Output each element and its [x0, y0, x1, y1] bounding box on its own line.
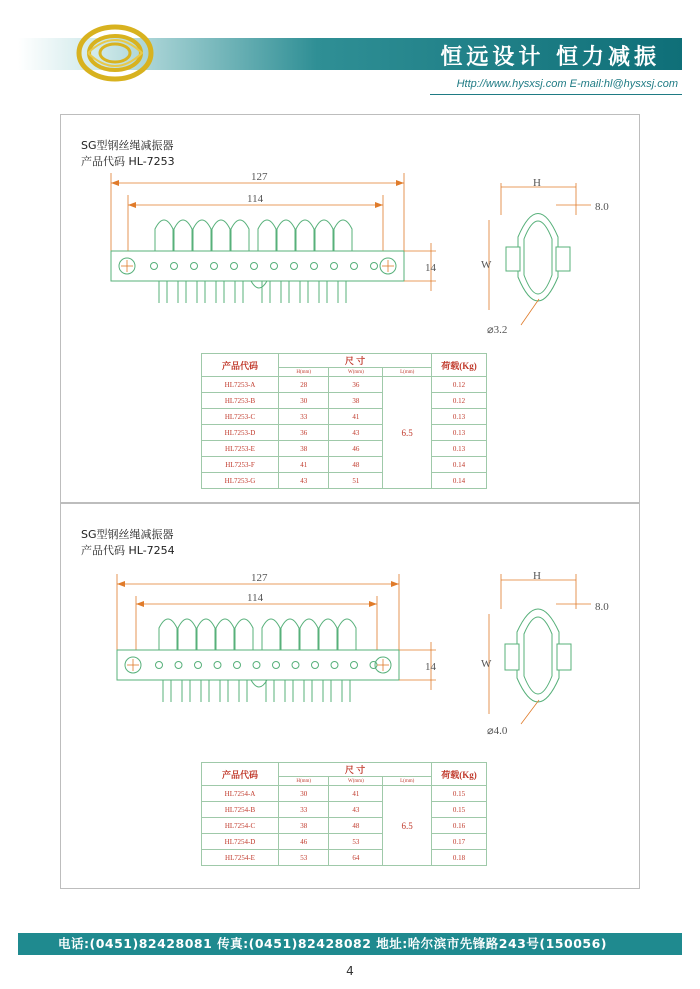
cell-code: HL7254-E	[202, 850, 279, 866]
dim-W: W	[481, 658, 492, 670]
wire-coil	[235, 619, 253, 650]
th-h: H(mm)	[279, 368, 329, 377]
cell-w: 38	[329, 393, 383, 409]
table-row	[202, 786, 487, 802]
cell-load: 0.12	[432, 393, 487, 409]
company-logo	[76, 22, 154, 84]
wire-coil	[216, 619, 234, 650]
wire-coil	[281, 619, 299, 650]
table-row	[202, 409, 487, 425]
cell-w: 36	[329, 377, 383, 393]
table-row	[202, 802, 487, 818]
cell-l: 6.5	[383, 786, 432, 866]
product-title: SG型钢丝绳减振器	[81, 139, 174, 152]
cell-w: 41	[329, 409, 383, 425]
cell-load: 0.14	[432, 457, 487, 473]
cell-h: 30	[279, 786, 329, 802]
cell-w: 48	[329, 457, 383, 473]
cell-h: 41	[279, 457, 329, 473]
product-panel-2	[60, 503, 640, 889]
cell-h: 28	[279, 377, 329, 393]
cell-w: 43	[329, 802, 383, 818]
side-view	[481, 177, 609, 336]
cell-load: 0.17	[432, 834, 487, 850]
dim-W: W	[481, 259, 492, 271]
table-row	[202, 441, 487, 457]
page-number: 4	[346, 964, 354, 978]
front-view	[117, 572, 437, 702]
th-code: 产品代码	[202, 354, 279, 377]
cell-w: 46	[329, 441, 383, 457]
dim-length-127: 127	[251, 572, 268, 584]
th-size: 尺 寸	[279, 354, 432, 368]
cell-w: 64	[329, 850, 383, 866]
cell-load: 0.16	[432, 818, 487, 834]
th-l: L(mm)	[383, 368, 432, 377]
wire-coil	[296, 220, 314, 251]
th-w: W(mm)	[329, 777, 383, 786]
wire-coil	[193, 220, 211, 251]
cell-code: HL7254-B	[202, 802, 279, 818]
cell-w: 41	[329, 786, 383, 802]
spec-table	[201, 762, 487, 866]
table-row	[202, 377, 487, 393]
cell-code: HL7253-E	[202, 441, 279, 457]
table-row	[202, 818, 487, 834]
wire-coil	[262, 619, 280, 650]
wire-coil	[212, 220, 230, 251]
cell-code: HL7253-B	[202, 393, 279, 409]
cell-w: 48	[329, 818, 383, 834]
header-rule	[430, 94, 682, 95]
wire-coil	[174, 220, 192, 251]
product-panel-1	[60, 114, 640, 503]
wire-coil	[231, 220, 249, 251]
cell-load: 0.13	[432, 441, 487, 457]
dim-height-14: 14	[425, 661, 436, 673]
cell-code: HL7253-C	[202, 409, 279, 425]
cell-load: 0.15	[432, 786, 487, 802]
cell-h: 30	[279, 393, 329, 409]
cell-code: HL7253-F	[202, 457, 279, 473]
wire-coil	[277, 220, 295, 251]
dim-8: 8.0	[595, 201, 609, 213]
spec-table	[201, 353, 487, 489]
dim-8: 8.0	[595, 601, 609, 613]
header-contact[interactable]: Http://www.hysxsj.com E-mail:hl@hysxsj.com	[456, 78, 678, 90]
cell-h: 53	[279, 850, 329, 866]
table-row	[202, 473, 487, 489]
cell-h: 36	[279, 425, 329, 441]
cell-code: HL7254-A	[202, 786, 279, 802]
cell-load: 0.12	[432, 377, 487, 393]
th-size: 尺 寸	[279, 763, 432, 777]
product-code: 产品代码 HL-7254	[81, 544, 175, 557]
cell-w: 53	[329, 834, 383, 850]
cell-code: HL7253-A	[202, 377, 279, 393]
cell-h: 33	[279, 409, 329, 425]
table-row	[202, 834, 487, 850]
dim-phi: ⌀3.2	[487, 324, 508, 336]
dim-H: H	[533, 177, 541, 189]
cell-h: 46	[279, 834, 329, 850]
wire-coil	[258, 220, 276, 251]
dim-length-114: 114	[247, 193, 264, 205]
footer-contact-bar: 电话:(0451)82428081 传真:(0451)82428082 地址:哈尔滨市先锋路243号(150056)	[18, 933, 682, 955]
dim-H: H	[533, 570, 541, 582]
cell-code: HL7254-C	[202, 818, 279, 834]
product-title: SG型钢丝绳减振器	[81, 528, 174, 541]
dim-length-127: 127	[251, 171, 268, 183]
wire-coil	[300, 619, 318, 650]
th-w: W(mm)	[329, 368, 383, 377]
wire-coil	[338, 619, 356, 650]
wire-coil	[155, 220, 173, 251]
cell-h: 38	[279, 441, 329, 457]
wire-coil	[334, 220, 352, 251]
table-row	[202, 850, 487, 866]
wire-coil	[315, 220, 333, 251]
wire-coil	[319, 619, 337, 650]
table-row	[202, 393, 487, 409]
dim-length-114: 114	[247, 592, 264, 604]
dim-phi: ⌀4.0	[487, 725, 508, 737]
wire-coil	[159, 619, 177, 650]
cell-load: 0.15	[432, 802, 487, 818]
th-code: 产品代码	[202, 763, 279, 786]
front-view	[111, 171, 437, 303]
cell-code: HL7253-D	[202, 425, 279, 441]
product-code: 产品代码 HL-7253	[81, 155, 175, 168]
wire-coil	[178, 619, 196, 650]
header-slogan: 恒远设计 恒力减振	[440, 45, 660, 70]
cell-l: 6.5	[383, 377, 432, 489]
cell-h: 43	[279, 473, 329, 489]
cell-h: 38	[279, 818, 329, 834]
cell-w: 43	[329, 425, 383, 441]
side-view	[481, 570, 609, 737]
th-h: H(mm)	[279, 777, 329, 786]
cell-code: HL7253-G	[202, 473, 279, 489]
cell-load: 0.13	[432, 425, 487, 441]
cell-load: 0.13	[432, 409, 487, 425]
wire-coil	[197, 619, 215, 650]
th-l: L(mm)	[383, 777, 432, 786]
cell-code: HL7254-D	[202, 834, 279, 850]
cell-w: 51	[329, 473, 383, 489]
table-row	[202, 457, 487, 473]
th-load: 荷载(Kg)	[432, 763, 487, 786]
th-load: 荷载(Kg)	[432, 354, 487, 377]
cell-load: 0.18	[432, 850, 487, 866]
table-row	[202, 425, 487, 441]
dim-height-14: 14	[425, 262, 436, 274]
cell-h: 33	[279, 802, 329, 818]
cell-load: 0.14	[432, 473, 487, 489]
